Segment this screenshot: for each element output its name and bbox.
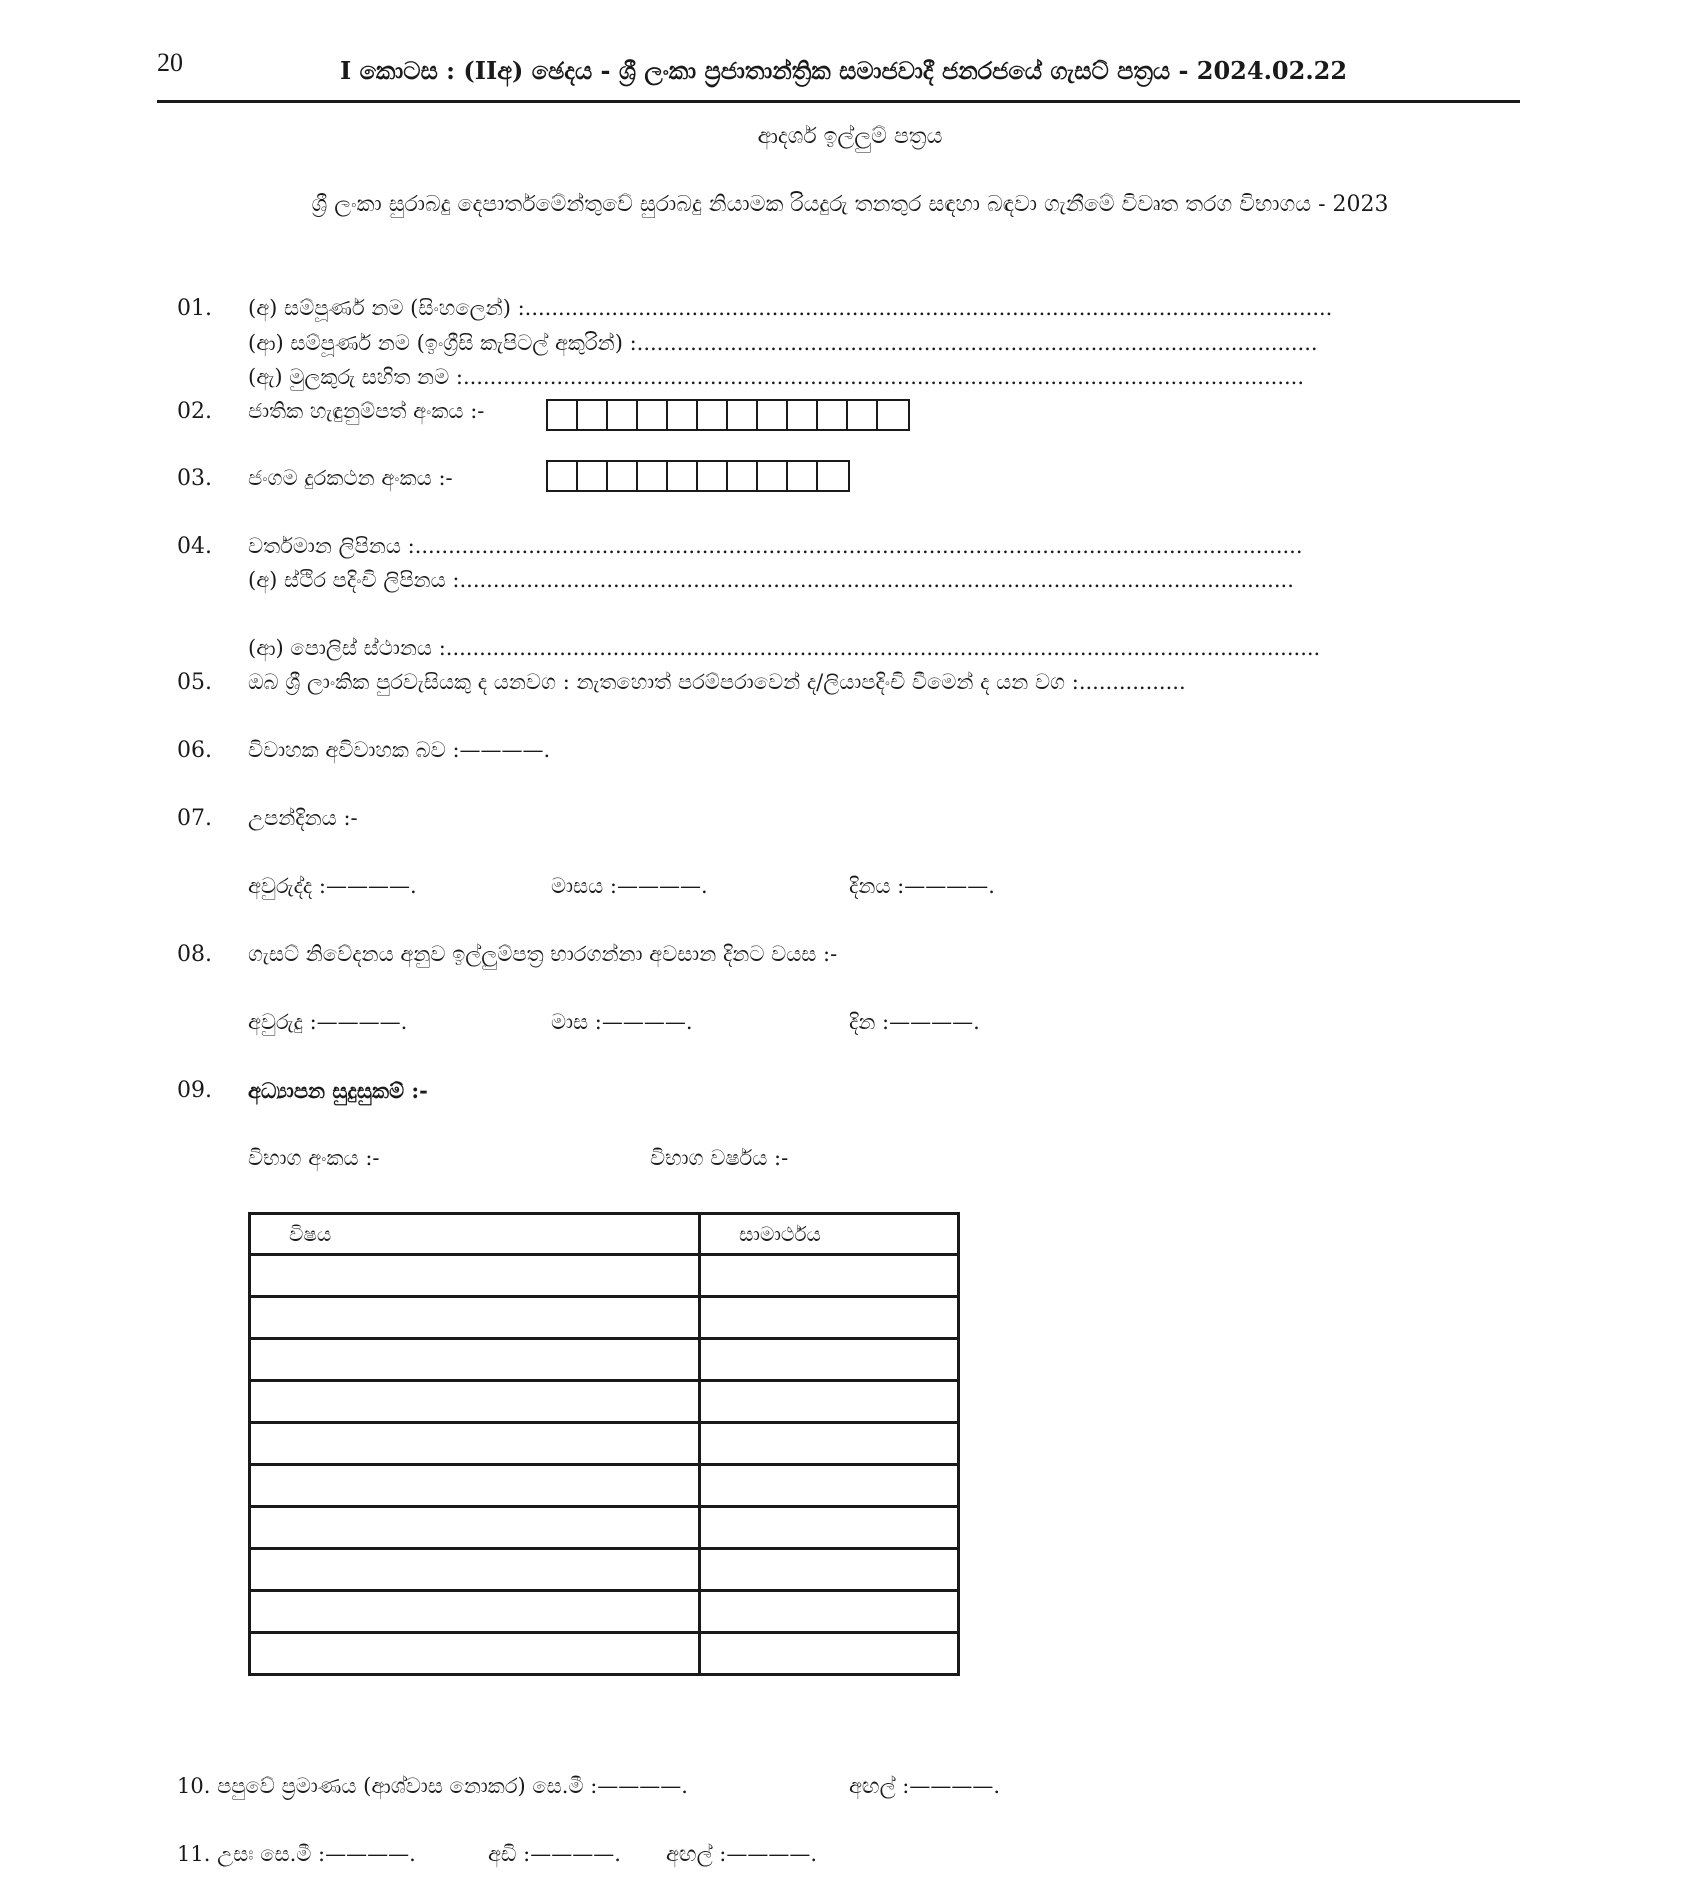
- subject-cell[interactable]: [250, 1507, 700, 1549]
- table-row: [250, 1507, 959, 1549]
- item-number-04: 04.: [177, 534, 212, 559]
- grade-cell[interactable]: [700, 1297, 959, 1339]
- exam-number-field[interactable]: විභාග අංකය :-: [248, 1146, 380, 1170]
- birth-day-field[interactable]: දිනය :————.: [849, 874, 995, 898]
- grade-cell[interactable]: [700, 1591, 959, 1633]
- table-row: [250, 1255, 959, 1297]
- education-label: අධ්‍යාපන සුදුසුකම් :-: [248, 1078, 428, 1103]
- grade-header: සාමාර්ථය: [700, 1214, 959, 1255]
- table-row: [250, 1549, 959, 1591]
- birth-month-field[interactable]: මාසය :————.: [551, 874, 708, 898]
- age-at-closing-label: ගැසට් නිවේදනය අනුව ඉල්ලුම්පත්‍ර භාරගන්නා අවසාන දිනට වයස :-: [248, 942, 838, 966]
- table-row: [250, 1465, 959, 1507]
- subject-cell[interactable]: [250, 1465, 700, 1507]
- header-rule: [157, 100, 1520, 103]
- grade-cell[interactable]: [700, 1465, 959, 1507]
- item-number-06: 06.: [177, 738, 212, 763]
- results-table: [248, 1212, 960, 1676]
- page-title: ආදර්ශ ඉල්ලුම් පත්‍රය: [757, 124, 943, 149]
- nic-number-label: ජාතික හැඳුනුම්පත් අංකය :-: [248, 399, 485, 423]
- item-number-09: 09.: [177, 1078, 212, 1103]
- nic-number-boxes[interactable]: [546, 399, 910, 431]
- table-row: [250, 1633, 959, 1675]
- table-row: [250, 1591, 959, 1633]
- age-years-field[interactable]: අවුරුදු :————.: [248, 1010, 408, 1034]
- height-feet-field[interactable]: අඩි :————.: [488, 1842, 621, 1866]
- subject-cell[interactable]: [250, 1381, 700, 1423]
- subject-cell[interactable]: [250, 1633, 700, 1675]
- grade-cell[interactable]: [700, 1423, 959, 1465]
- subject-cell[interactable]: [250, 1297, 700, 1339]
- table-row: [250, 1297, 959, 1339]
- subject-cell[interactable]: [250, 1549, 700, 1591]
- table-row: [250, 1339, 959, 1381]
- chest-inches-field[interactable]: අඟල් :————.: [849, 1774, 1001, 1798]
- grade-cell[interactable]: [700, 1381, 959, 1423]
- item-number-03: 03.: [177, 466, 212, 491]
- name-with-initials-field[interactable]: (ඇ) මුලකුරු සහිත නම :..............................................................................................................................: [248, 365, 1305, 389]
- age-months-field[interactable]: මාස :————.: [551, 1010, 693, 1034]
- full-name-english-field[interactable]: (ආ) සම්පූර්ණ නම (ඉංග්‍රීසි කැපිටල් අකුරින්) :......................................................................................................: [248, 331, 1318, 355]
- subject-cell[interactable]: [250, 1423, 700, 1465]
- grade-cell[interactable]: [700, 1633, 959, 1675]
- exam-year-field[interactable]: විභාග වර්ෂය :-: [650, 1146, 789, 1170]
- mobile-number-label: ජංගම දුරකථන අංකය :-: [248, 466, 453, 490]
- subject-cell[interactable]: [250, 1255, 700, 1297]
- permanent-address-field[interactable]: (අ) ස්ථිර පදිංචි ලිපිනය :.............................................................................................................................: [248, 568, 1294, 592]
- birth-year-field[interactable]: අවුරුද්ද :————.: [248, 874, 417, 898]
- age-days-field[interactable]: දින :————.: [849, 1010, 980, 1034]
- page-subtitle: ශ්‍රී ලංකා සුරාබදු දෙපාර්තමේන්තුවේ සුරාබදු නියාමක රියදුරු තනතුර සඳහා බඳවා ගැනීමේ විවෘත තරග විභාගය - 2023: [311, 192, 1389, 217]
- item-number-07: 07.: [177, 806, 212, 831]
- police-station-field[interactable]: (ආ) පොලිස් ස්ථානය :...................................................................................................................................: [248, 636, 1321, 660]
- full-name-sinhala-field[interactable]: (අ) සම්පූර්ණ නම (සිංහලෙන්) :.........................................................................................................................: [248, 296, 1333, 320]
- grade-cell[interactable]: [700, 1507, 959, 1549]
- date-of-birth-label: උපන්දිනය :-: [248, 806, 358, 830]
- marital-status-field[interactable]: විවාහක අවිවාහක බව :————.: [248, 738, 551, 762]
- table-row: [250, 1423, 959, 1465]
- grade-cell[interactable]: [700, 1339, 959, 1381]
- grade-cell[interactable]: [700, 1549, 959, 1591]
- current-address-field[interactable]: වර්තමාන ලිපිනය :.....................................................................................................................................: [248, 534, 1303, 558]
- mobile-number-boxes[interactable]: [546, 460, 850, 492]
- subject-cell[interactable]: [250, 1339, 700, 1381]
- table-row: [250, 1381, 959, 1423]
- item-number-01: 01.: [177, 296, 212, 321]
- item-number-08: 08.: [177, 942, 212, 967]
- height-cm-field[interactable]: 11. උසඃ සෙ.මී :————.: [177, 1842, 416, 1866]
- gazette-header: I කොටස : (IIඅ) ඡෙදය - ශ්‍රී ලංකා ප්‍රජාතාන්ත්‍රික සමාජවාදී ජනරජයේ ගැසට් පත්‍රය - 2024.02.22: [340, 56, 1348, 85]
- height-inches-field[interactable]: අඟල් :————.: [666, 1842, 818, 1866]
- citizenship-field[interactable]: ඔබ ශ්‍රී ලාංකික පුරවැසියකු ද යනවග : නැතහොත් පරම්පරාවෙන් ද/ලියාපදිංචි වීමෙන් ද යන වග :................: [248, 670, 1186, 694]
- item-number-02: 02.: [177, 399, 212, 424]
- chest-size-field[interactable]: 10. පපුවේ ප්‍රමාණය (ආශ්වාස නොකර) සෙ.මී :————.: [177, 1774, 688, 1798]
- subject-cell[interactable]: [250, 1591, 700, 1633]
- page-number: 20: [157, 48, 183, 77]
- item-number-05: 05.: [177, 670, 212, 695]
- subject-header: විෂය: [250, 1214, 700, 1255]
- grade-cell[interactable]: [700, 1255, 959, 1297]
